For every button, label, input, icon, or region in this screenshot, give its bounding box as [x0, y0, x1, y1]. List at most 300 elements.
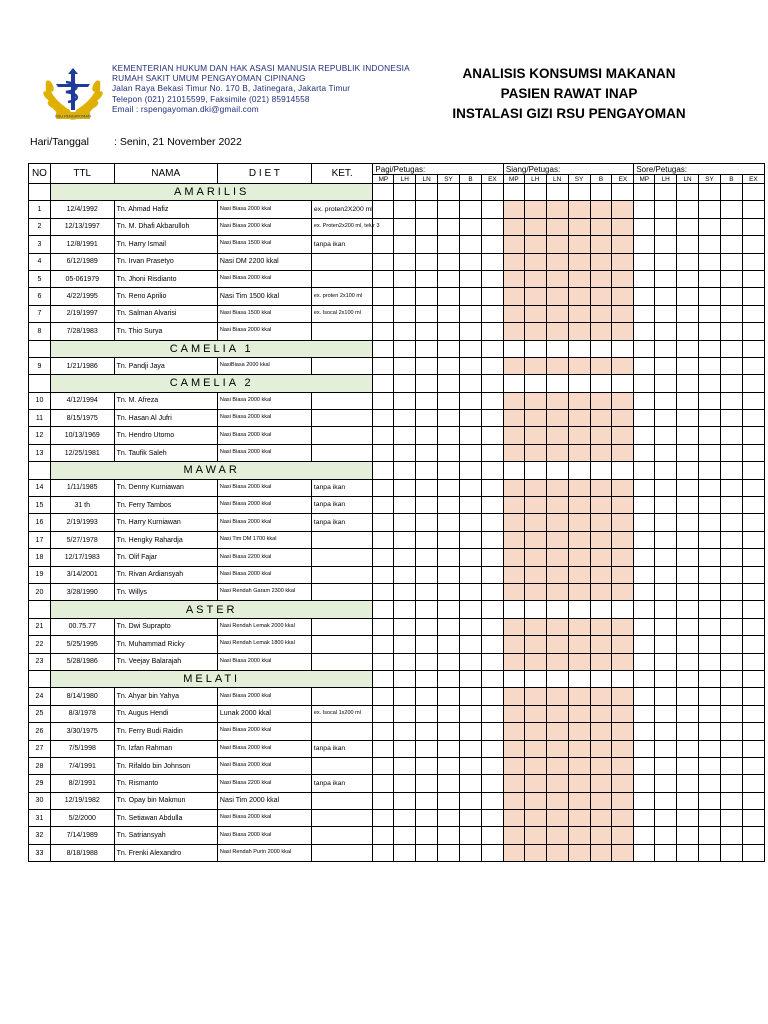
entry-cell-pagi[interactable]: [460, 323, 482, 340]
entry-cell-siang[interactable]: [524, 218, 546, 235]
entry-cell-siang[interactable]: [590, 479, 612, 496]
entry-cell-pagi[interactable]: [481, 218, 503, 235]
entry-cell-pagi[interactable]: [416, 392, 438, 409]
entry-cell-sore[interactable]: [699, 566, 721, 583]
entry-cell-siang[interactable]: [568, 323, 590, 340]
entry-cell-pagi[interactable]: [460, 636, 482, 653]
entry-cell-siang[interactable]: [612, 514, 634, 531]
entry-cell-sore[interactable]: [699, 444, 721, 461]
entry-cell-sore[interactable]: [655, 810, 677, 827]
entry-cell-pagi[interactable]: [481, 497, 503, 514]
entry-cell-siang[interactable]: [568, 566, 590, 583]
entry-cell-pagi[interactable]: [416, 653, 438, 670]
entry-cell-sore[interactable]: [677, 201, 699, 218]
entry-cell-pagi[interactable]: [481, 288, 503, 305]
entry-cell-pagi[interactable]: [481, 201, 503, 218]
entry-cell-sore[interactable]: [720, 218, 742, 235]
entry-cell-pagi[interactable]: [394, 566, 416, 583]
entry-cell-siang[interactable]: [612, 618, 634, 635]
entry-cell-pagi[interactable]: [438, 688, 460, 705]
entry-cell-sore[interactable]: [720, 392, 742, 409]
entry-cell-pagi[interactable]: [416, 410, 438, 427]
entry-cell-pagi[interactable]: [394, 288, 416, 305]
entry-cell-pagi[interactable]: [438, 705, 460, 722]
entry-cell-siang[interactable]: [612, 410, 634, 427]
entry-cell-sore[interactable]: [634, 497, 655, 514]
entry-cell-sore[interactable]: [655, 636, 677, 653]
entry-cell-pagi[interactable]: [394, 618, 416, 635]
entry-cell-siang[interactable]: [590, 270, 612, 287]
entry-cell-pagi[interactable]: [460, 410, 482, 427]
entry-cell-siang[interactable]: [568, 305, 590, 322]
entry-cell-pagi[interactable]: [373, 549, 394, 566]
entry-cell-sore[interactable]: [742, 792, 764, 809]
entry-cell-siang[interactable]: [503, 775, 524, 792]
entry-cell-siang[interactable]: [546, 775, 568, 792]
entry-cell-sore[interactable]: [677, 844, 699, 861]
entry-cell-sore[interactable]: [677, 775, 699, 792]
entry-cell-sore[interactable]: [655, 514, 677, 531]
entry-cell-sore[interactable]: [699, 201, 721, 218]
entry-cell-pagi[interactable]: [373, 236, 394, 253]
entry-cell-siang[interactable]: [503, 218, 524, 235]
entry-cell-siang[interactable]: [568, 618, 590, 635]
entry-cell-pagi[interactable]: [460, 357, 482, 374]
entry-cell-sore[interactable]: [655, 357, 677, 374]
entry-cell-sore[interactable]: [677, 253, 699, 270]
entry-cell-sore[interactable]: [720, 270, 742, 287]
entry-cell-pagi[interactable]: [460, 810, 482, 827]
entry-cell-sore[interactable]: [720, 253, 742, 270]
entry-cell-pagi[interactable]: [394, 323, 416, 340]
entry-cell-pagi[interactable]: [481, 531, 503, 548]
entry-cell-sore[interactable]: [742, 514, 764, 531]
entry-cell-siang[interactable]: [590, 792, 612, 809]
entry-cell-sore[interactable]: [742, 705, 764, 722]
entry-cell-pagi[interactable]: [481, 323, 503, 340]
entry-cell-sore[interactable]: [634, 531, 655, 548]
entry-cell-sore[interactable]: [677, 723, 699, 740]
entry-cell-sore[interactable]: [699, 479, 721, 496]
entry-cell-sore[interactable]: [655, 497, 677, 514]
entry-cell-pagi[interactable]: [438, 549, 460, 566]
entry-cell-sore[interactable]: [720, 618, 742, 635]
entry-cell-siang[interactable]: [612, 583, 634, 600]
entry-cell-pagi[interactable]: [394, 723, 416, 740]
entry-cell-siang[interactable]: [590, 218, 612, 235]
entry-cell-siang[interactable]: [546, 653, 568, 670]
entry-cell-siang[interactable]: [524, 410, 546, 427]
entry-cell-siang[interactable]: [590, 810, 612, 827]
entry-cell-pagi[interactable]: [438, 427, 460, 444]
entry-cell-sore[interactable]: [699, 218, 721, 235]
entry-cell-pagi[interactable]: [394, 305, 416, 322]
entry-cell-sore[interactable]: [655, 740, 677, 757]
entry-cell-siang[interactable]: [590, 688, 612, 705]
entry-cell-siang[interactable]: [568, 792, 590, 809]
entry-cell-pagi[interactable]: [438, 497, 460, 514]
entry-cell-sore[interactable]: [655, 653, 677, 670]
entry-cell-siang[interactable]: [590, 705, 612, 722]
entry-cell-siang[interactable]: [612, 827, 634, 844]
entry-cell-pagi[interactable]: [460, 583, 482, 600]
entry-cell-siang[interactable]: [524, 723, 546, 740]
entry-cell-pagi[interactable]: [481, 427, 503, 444]
entry-cell-sore[interactable]: [677, 357, 699, 374]
entry-cell-pagi[interactable]: [481, 514, 503, 531]
entry-cell-siang[interactable]: [568, 270, 590, 287]
entry-cell-sore[interactable]: [699, 792, 721, 809]
entry-cell-pagi[interactable]: [416, 723, 438, 740]
entry-cell-siang[interactable]: [568, 705, 590, 722]
entry-cell-siang[interactable]: [612, 497, 634, 514]
entry-cell-pagi[interactable]: [481, 236, 503, 253]
entry-cell-pagi[interactable]: [394, 514, 416, 531]
entry-cell-pagi[interactable]: [481, 792, 503, 809]
entry-cell-sore[interactable]: [677, 410, 699, 427]
entry-cell-siang[interactable]: [503, 357, 524, 374]
entry-cell-siang[interactable]: [590, 636, 612, 653]
entry-cell-sore[interactable]: [634, 653, 655, 670]
entry-cell-sore[interactable]: [655, 253, 677, 270]
entry-cell-sore[interactable]: [720, 288, 742, 305]
entry-cell-sore[interactable]: [677, 566, 699, 583]
entry-cell-sore[interactable]: [699, 305, 721, 322]
entry-cell-pagi[interactable]: [460, 514, 482, 531]
entry-cell-sore[interactable]: [699, 253, 721, 270]
entry-cell-pagi[interactable]: [416, 810, 438, 827]
entry-cell-siang[interactable]: [546, 827, 568, 844]
entry-cell-pagi[interactable]: [438, 357, 460, 374]
entry-cell-siang[interactable]: [503, 653, 524, 670]
entry-cell-siang[interactable]: [524, 392, 546, 409]
entry-cell-siang[interactable]: [612, 792, 634, 809]
entry-cell-siang[interactable]: [524, 705, 546, 722]
entry-cell-sore[interactable]: [742, 775, 764, 792]
entry-cell-sore[interactable]: [677, 827, 699, 844]
entry-cell-pagi[interactable]: [416, 323, 438, 340]
entry-cell-pagi[interactable]: [438, 775, 460, 792]
entry-cell-sore[interactable]: [634, 705, 655, 722]
entry-cell-sore[interactable]: [634, 201, 655, 218]
entry-cell-pagi[interactable]: [438, 653, 460, 670]
entry-cell-siang[interactable]: [590, 618, 612, 635]
entry-cell-pagi[interactable]: [373, 653, 394, 670]
entry-cell-siang[interactable]: [568, 827, 590, 844]
entry-cell-pagi[interactable]: [416, 688, 438, 705]
entry-cell-pagi[interactable]: [416, 444, 438, 461]
entry-cell-siang[interactable]: [546, 636, 568, 653]
entry-cell-siang[interactable]: [524, 775, 546, 792]
entry-cell-sore[interactable]: [634, 740, 655, 757]
entry-cell-pagi[interactable]: [460, 392, 482, 409]
entry-cell-sore[interactable]: [742, 444, 764, 461]
entry-cell-siang[interactable]: [503, 323, 524, 340]
entry-cell-sore[interactable]: [720, 810, 742, 827]
entry-cell-pagi[interactable]: [416, 497, 438, 514]
entry-cell-sore[interactable]: [699, 270, 721, 287]
entry-cell-siang[interactable]: [503, 288, 524, 305]
entry-cell-sore[interactable]: [699, 514, 721, 531]
entry-cell-siang[interactable]: [612, 392, 634, 409]
entry-cell-pagi[interactable]: [460, 253, 482, 270]
entry-cell-pagi[interactable]: [394, 253, 416, 270]
entry-cell-siang[interactable]: [612, 357, 634, 374]
entry-cell-pagi[interactable]: [373, 827, 394, 844]
entry-cell-sore[interactable]: [655, 531, 677, 548]
entry-cell-siang[interactable]: [568, 844, 590, 861]
entry-cell-siang[interactable]: [546, 723, 568, 740]
entry-cell-sore[interactable]: [699, 636, 721, 653]
entry-cell-pagi[interactable]: [481, 723, 503, 740]
entry-cell-sore[interactable]: [720, 427, 742, 444]
entry-cell-siang[interactable]: [612, 688, 634, 705]
entry-cell-pagi[interactable]: [373, 305, 394, 322]
entry-cell-pagi[interactable]: [394, 583, 416, 600]
entry-cell-sore[interactable]: [677, 288, 699, 305]
entry-cell-sore[interactable]: [655, 218, 677, 235]
entry-cell-pagi[interactable]: [394, 636, 416, 653]
entry-cell-pagi[interactable]: [438, 792, 460, 809]
entry-cell-siang[interactable]: [612, 288, 634, 305]
entry-cell-siang[interactable]: [612, 201, 634, 218]
entry-cell-sore[interactable]: [655, 723, 677, 740]
entry-cell-pagi[interactable]: [373, 740, 394, 757]
entry-cell-pagi[interactable]: [481, 705, 503, 722]
entry-cell-siang[interactable]: [546, 236, 568, 253]
entry-cell-siang[interactable]: [524, 357, 546, 374]
entry-cell-pagi[interactable]: [373, 253, 394, 270]
entry-cell-siang[interactable]: [568, 236, 590, 253]
entry-cell-siang[interactable]: [568, 357, 590, 374]
entry-cell-sore[interactable]: [742, 549, 764, 566]
entry-cell-pagi[interactable]: [373, 514, 394, 531]
entry-cell-siang[interactable]: [590, 305, 612, 322]
entry-cell-siang[interactable]: [568, 444, 590, 461]
entry-cell-siang[interactable]: [524, 827, 546, 844]
entry-cell-sore[interactable]: [742, 618, 764, 635]
entry-cell-pagi[interactable]: [438, 288, 460, 305]
entry-cell-pagi[interactable]: [394, 444, 416, 461]
entry-cell-pagi[interactable]: [438, 270, 460, 287]
entry-cell-sore[interactable]: [677, 444, 699, 461]
entry-cell-pagi[interactable]: [460, 653, 482, 670]
entry-cell-siang[interactable]: [503, 618, 524, 635]
entry-cell-pagi[interactable]: [394, 757, 416, 774]
entry-cell-siang[interactable]: [503, 410, 524, 427]
entry-cell-siang[interactable]: [546, 253, 568, 270]
entry-cell-siang[interactable]: [503, 792, 524, 809]
entry-cell-siang[interactable]: [590, 201, 612, 218]
entry-cell-pagi[interactable]: [438, 723, 460, 740]
entry-cell-pagi[interactable]: [460, 531, 482, 548]
entry-cell-pagi[interactable]: [481, 549, 503, 566]
entry-cell-pagi[interactable]: [481, 583, 503, 600]
entry-cell-sore[interactable]: [699, 810, 721, 827]
entry-cell-sore[interactable]: [677, 636, 699, 653]
entry-cell-siang[interactable]: [612, 305, 634, 322]
entry-cell-pagi[interactable]: [438, 827, 460, 844]
entry-cell-sore[interactable]: [634, 549, 655, 566]
entry-cell-sore[interactable]: [720, 566, 742, 583]
entry-cell-pagi[interactable]: [373, 392, 394, 409]
entry-cell-sore[interactable]: [699, 357, 721, 374]
entry-cell-sore[interactable]: [699, 757, 721, 774]
entry-cell-pagi[interactable]: [460, 270, 482, 287]
entry-cell-siang[interactable]: [546, 479, 568, 496]
entry-cell-sore[interactable]: [720, 636, 742, 653]
entry-cell-pagi[interactable]: [394, 810, 416, 827]
entry-cell-siang[interactable]: [524, 844, 546, 861]
entry-cell-pagi[interactable]: [481, 757, 503, 774]
entry-cell-siang[interactable]: [568, 740, 590, 757]
entry-cell-pagi[interactable]: [373, 288, 394, 305]
entry-cell-siang[interactable]: [612, 723, 634, 740]
entry-cell-sore[interactable]: [742, 479, 764, 496]
entry-cell-pagi[interactable]: [394, 844, 416, 861]
entry-cell-pagi[interactable]: [416, 514, 438, 531]
entry-cell-pagi[interactable]: [481, 618, 503, 635]
entry-cell-sore[interactable]: [742, 636, 764, 653]
entry-cell-pagi[interactable]: [481, 392, 503, 409]
entry-cell-siang[interactable]: [612, 810, 634, 827]
entry-cell-sore[interactable]: [720, 844, 742, 861]
entry-cell-siang[interactable]: [546, 514, 568, 531]
entry-cell-pagi[interactable]: [460, 844, 482, 861]
entry-cell-siang[interactable]: [568, 810, 590, 827]
entry-cell-siang[interactable]: [503, 392, 524, 409]
entry-cell-pagi[interactable]: [373, 566, 394, 583]
entry-cell-siang[interactable]: [503, 270, 524, 287]
entry-cell-siang[interactable]: [524, 514, 546, 531]
entry-cell-sore[interactable]: [742, 357, 764, 374]
entry-cell-sore[interactable]: [634, 270, 655, 287]
entry-cell-siang[interactable]: [590, 323, 612, 340]
entry-cell-siang[interactable]: [612, 653, 634, 670]
entry-cell-siang[interactable]: [612, 427, 634, 444]
entry-cell-sore[interactable]: [720, 201, 742, 218]
entry-cell-siang[interactable]: [524, 427, 546, 444]
entry-cell-pagi[interactable]: [460, 497, 482, 514]
entry-cell-pagi[interactable]: [373, 810, 394, 827]
entry-cell-pagi[interactable]: [416, 583, 438, 600]
entry-cell-pagi[interactable]: [394, 392, 416, 409]
entry-cell-siang[interactable]: [568, 688, 590, 705]
entry-cell-pagi[interactable]: [460, 549, 482, 566]
entry-cell-pagi[interactable]: [373, 792, 394, 809]
entry-cell-siang[interactable]: [546, 323, 568, 340]
entry-cell-pagi[interactable]: [373, 531, 394, 548]
entry-cell-pagi[interactable]: [394, 479, 416, 496]
entry-cell-siang[interactable]: [546, 566, 568, 583]
entry-cell-siang[interactable]: [546, 549, 568, 566]
entry-cell-siang[interactable]: [524, 757, 546, 774]
entry-cell-pagi[interactable]: [481, 270, 503, 287]
entry-cell-pagi[interactable]: [373, 775, 394, 792]
entry-cell-siang[interactable]: [612, 636, 634, 653]
entry-cell-sore[interactable]: [655, 549, 677, 566]
entry-cell-pagi[interactable]: [373, 497, 394, 514]
entry-cell-pagi[interactable]: [438, 236, 460, 253]
entry-cell-pagi[interactable]: [394, 497, 416, 514]
entry-cell-siang[interactable]: [568, 723, 590, 740]
entry-cell-sore[interactable]: [742, 723, 764, 740]
entry-cell-siang[interactable]: [503, 705, 524, 722]
entry-cell-siang[interactable]: [546, 497, 568, 514]
entry-cell-pagi[interactable]: [394, 549, 416, 566]
entry-cell-pagi[interactable]: [438, 479, 460, 496]
entry-cell-pagi[interactable]: [416, 201, 438, 218]
entry-cell-siang[interactable]: [524, 653, 546, 670]
entry-cell-siang[interactable]: [524, 549, 546, 566]
entry-cell-sore[interactable]: [634, 218, 655, 235]
entry-cell-pagi[interactable]: [373, 357, 394, 374]
entry-cell-sore[interactable]: [677, 270, 699, 287]
entry-cell-pagi[interactable]: [394, 427, 416, 444]
entry-cell-pagi[interactable]: [373, 410, 394, 427]
entry-cell-sore[interactable]: [677, 757, 699, 774]
entry-cell-pagi[interactable]: [373, 323, 394, 340]
entry-cell-pagi[interactable]: [438, 583, 460, 600]
entry-cell-pagi[interactable]: [438, 636, 460, 653]
entry-cell-sore[interactable]: [634, 583, 655, 600]
entry-cell-sore[interactable]: [720, 705, 742, 722]
entry-cell-pagi[interactable]: [394, 775, 416, 792]
entry-cell-siang[interactable]: [503, 427, 524, 444]
entry-cell-sore[interactable]: [655, 705, 677, 722]
entry-cell-pagi[interactable]: [460, 688, 482, 705]
entry-cell-pagi[interactable]: [438, 531, 460, 548]
entry-cell-pagi[interactable]: [481, 444, 503, 461]
entry-cell-siang[interactable]: [546, 844, 568, 861]
entry-cell-sore[interactable]: [677, 653, 699, 670]
entry-cell-sore[interactable]: [720, 757, 742, 774]
entry-cell-sore[interactable]: [742, 740, 764, 757]
entry-cell-sore[interactable]: [720, 775, 742, 792]
entry-cell-sore[interactable]: [699, 775, 721, 792]
entry-cell-pagi[interactable]: [416, 775, 438, 792]
entry-cell-siang[interactable]: [590, 444, 612, 461]
entry-cell-siang[interactable]: [568, 514, 590, 531]
entry-cell-sore[interactable]: [634, 305, 655, 322]
entry-cell-siang[interactable]: [568, 549, 590, 566]
entry-cell-siang[interactable]: [524, 270, 546, 287]
entry-cell-siang[interactable]: [568, 583, 590, 600]
entry-cell-siang[interactable]: [568, 757, 590, 774]
entry-cell-pagi[interactable]: [416, 827, 438, 844]
entry-cell-sore[interactable]: [720, 653, 742, 670]
entry-cell-sore[interactable]: [720, 357, 742, 374]
entry-cell-sore[interactable]: [634, 792, 655, 809]
entry-cell-sore[interactable]: [699, 723, 721, 740]
entry-cell-siang[interactable]: [546, 705, 568, 722]
entry-cell-pagi[interactable]: [416, 236, 438, 253]
entry-cell-sore[interactable]: [720, 514, 742, 531]
entry-cell-sore[interactable]: [699, 410, 721, 427]
entry-cell-siang[interactable]: [568, 775, 590, 792]
entry-cell-siang[interactable]: [503, 566, 524, 583]
entry-cell-pagi[interactable]: [460, 479, 482, 496]
entry-cell-pagi[interactable]: [416, 757, 438, 774]
entry-cell-pagi[interactable]: [481, 636, 503, 653]
entry-cell-pagi[interactable]: [438, 392, 460, 409]
entry-cell-pagi[interactable]: [481, 566, 503, 583]
entry-cell-siang[interactable]: [546, 305, 568, 322]
entry-cell-pagi[interactable]: [438, 740, 460, 757]
entry-cell-pagi[interactable]: [373, 427, 394, 444]
entry-cell-sore[interactable]: [634, 514, 655, 531]
entry-cell-siang[interactable]: [590, 549, 612, 566]
